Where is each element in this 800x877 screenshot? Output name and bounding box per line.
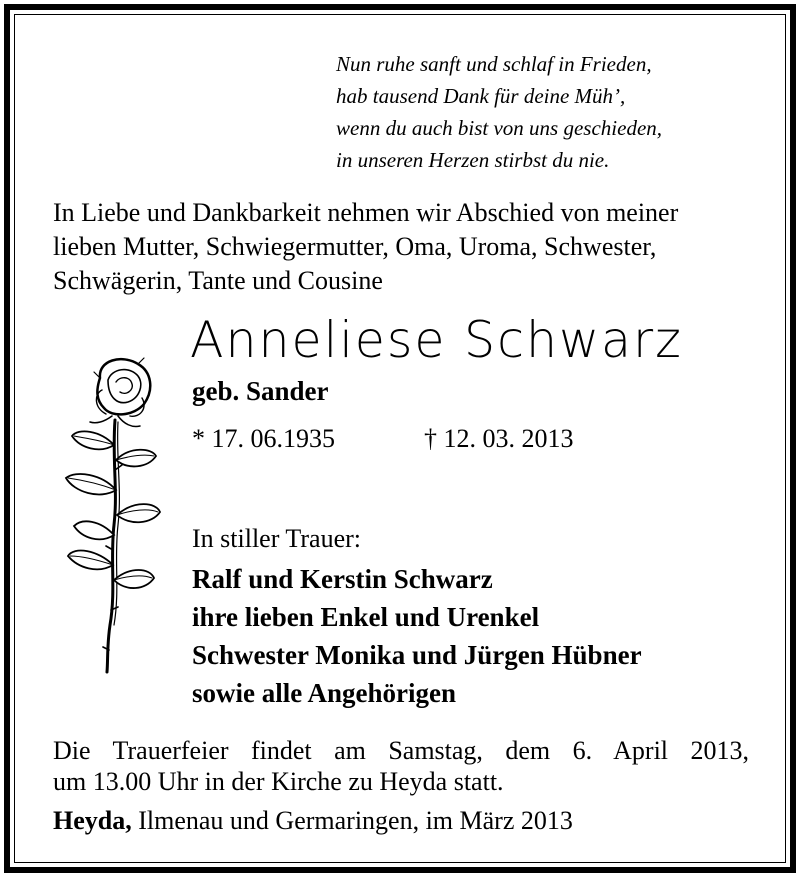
intro-text	[53, 196, 753, 298]
intro-line: lieben Mutter, Schwiegermutter, Oma, Uroma, Schwester,	[53, 232, 657, 261]
deceased-name: Anneliese Schwarz	[190, 311, 683, 369]
place-town: Heyda,	[53, 806, 132, 835]
funeral-info	[53, 735, 749, 797]
mourner-line: Schwester Monika und Jürgen Hübner	[192, 640, 642, 670]
intro-line: Schwägerin, Tante und Cousine	[53, 266, 383, 295]
funeral-line: um 13.00 Uhr in der Kirche zu Heyda statt.	[53, 767, 504, 796]
mourner-line: sowie alle Angehörigen	[192, 678, 456, 708]
life-dates	[192, 421, 574, 457]
place-date	[53, 803, 573, 839]
poem-line: hab tausend Dank für deine Müh’,	[336, 84, 626, 108]
place-rest: Ilmenau und Germaringen, im März 2013	[131, 806, 573, 835]
rose-icon	[60, 350, 165, 680]
death-date: † 12. 03. 2013	[424, 424, 574, 453]
poem	[336, 48, 756, 176]
mourners-heading: In stiller Trauer:	[192, 524, 361, 553]
mourner-line: ihre lieben Enkel und Urenkel	[192, 602, 540, 632]
mourners-list	[192, 560, 642, 712]
funeral-line: Die Trauerfeier findet am Samstag, dem 6. April 2013,	[53, 736, 749, 765]
birth-name: geb. Sander	[192, 376, 329, 406]
mourner-line: Ralf und Kerstin Schwarz	[192, 564, 493, 594]
intro-line: In Liebe und Dankbarkeit nehmen wir Abschied von meiner	[53, 198, 679, 227]
poem-line: wenn du auch bist von uns geschieden,	[336, 116, 663, 140]
poem-line: Nun ruhe sanft und schlaf in Frieden,	[336, 52, 652, 76]
poem-line: in unseren Herzen stirbst du nie.	[336, 148, 610, 172]
birth-date: * 17. 06.1935	[192, 424, 335, 453]
